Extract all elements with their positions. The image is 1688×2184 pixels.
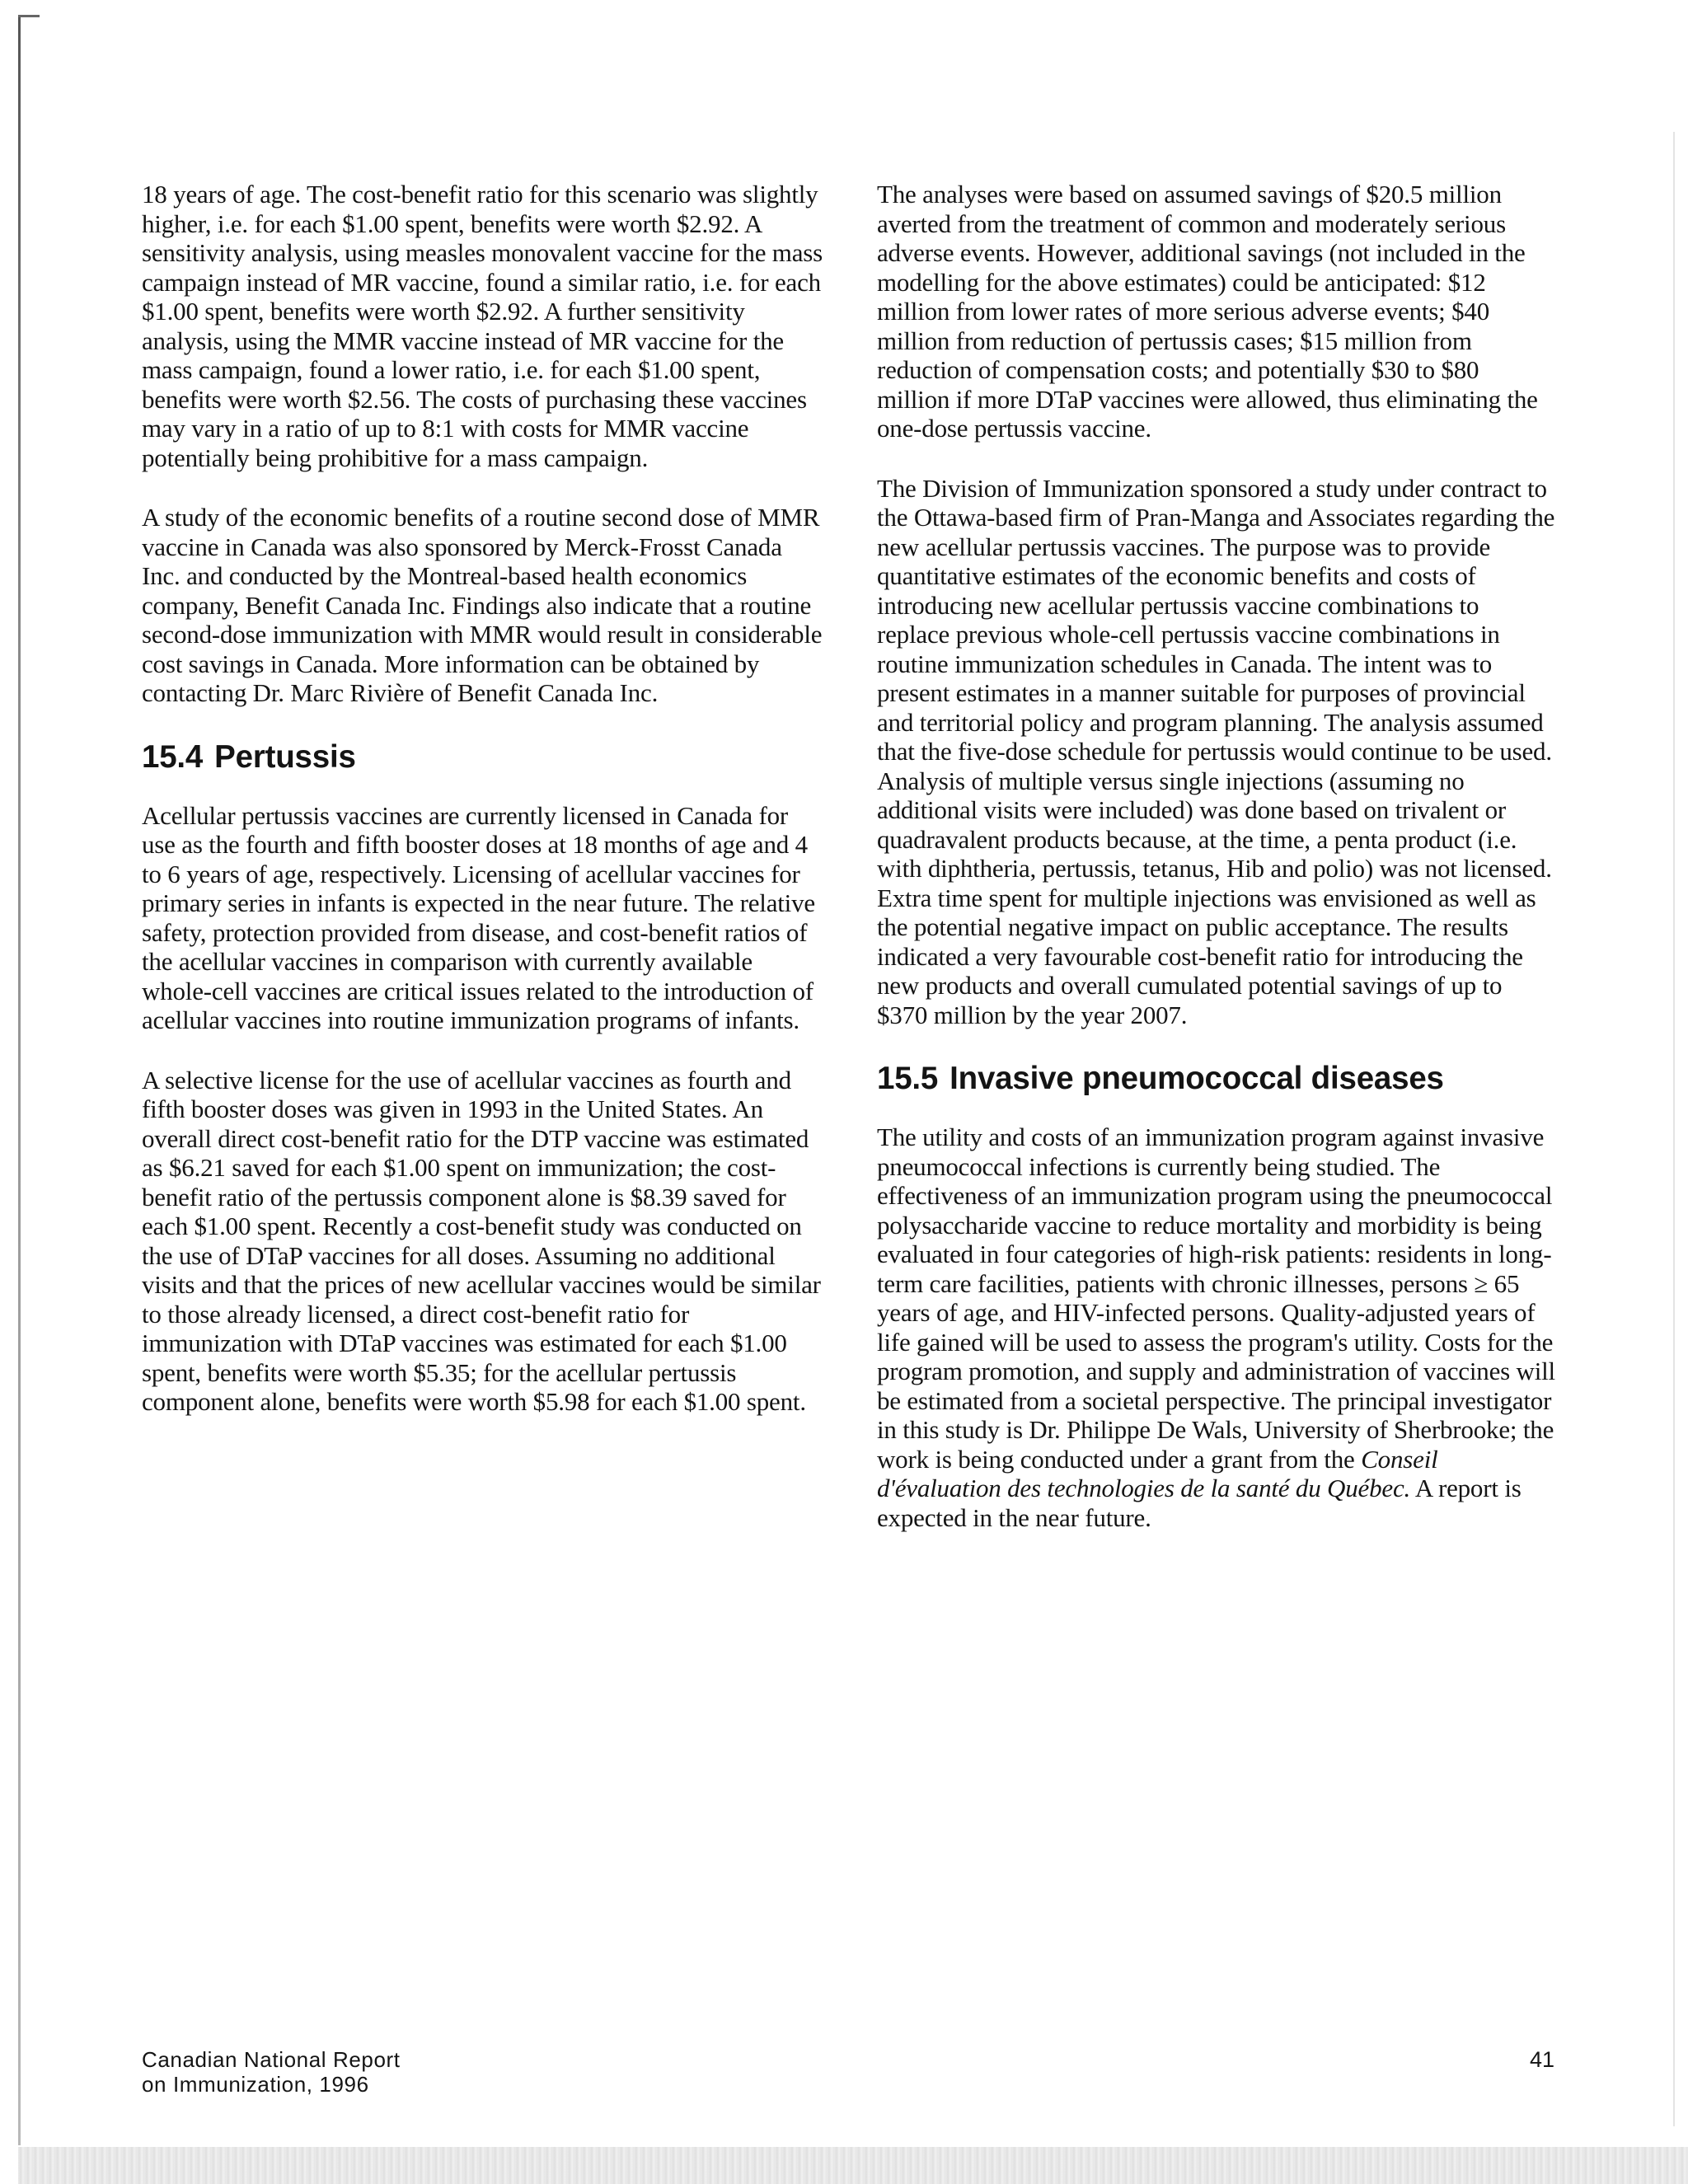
- paragraph-text: The utility and costs of an immunization program against invasive pneumococcal infections is currently being studied. The effectiveness of an immunization program using the pneumococcal polysaccharide vaccine to reduce mortality and morbidity is being evaluated in four categories of high-risk patients: residents in long-term care facilities, patients with chronic illnesses, persons ≥ 65 years of age, and HIV-infected persons. Quality-adjusted years of life gained will be used to assess the program's utility. Costs for the program promotion, and supply and administration of vaccines will be estimated from a societal perspective. The principal investigator in this study is Dr. Philippe De Wals, University of Sherbrooke; the work is being conducted under a grant from the: [877, 1122, 1555, 1474]
- paragraph-assumed-savings: The analyses were based on assumed savings of $20.5 million averted from the treatment of common and moderately serious adverse events. However, additional savings (not included in the modelling for the above estimates) could be anticipated: $12 million from lower rates of more serious adverse events; $40 million from reduction of pertussis cases; $15 million from reduction of compensation costs; and potentially $30 to $80 million if more DTaP vaccines were allowed, thus eliminating the one-dose pertussis vaccine.: [877, 180, 1538, 443]
- left-column: [142, 180, 824, 1447]
- section-heading-pertussis: [142, 738, 824, 776]
- footer-title-line-2: on Immunization, 1996: [142, 2072, 369, 2097]
- section-number: 15.5: [877, 1061, 939, 1096]
- paragraph-us-cost-benefit: A selective license for the use of acellular vaccines as fourth and fifth booster doses was given in 1993 in the United States. An overall direct cost-benefit ratio for the DTP vaccine was estimated as $6.21 saved for each $1.00 spent on immunization; the cost-benefit ratio of the pertussis component alone is $8.39 saved for each $1.00 spent. Recently a cost-benefit study was conducted on the use of DTaP vaccines for all doses. Assuming no additional visits and that the prices of new acellular vaccines would be similar to those already licensed, a direct cost-benefit ratio for immunization with DTaP vaccines was estimated for each $1.00 spent, benefits were worth $5.35; for the acellular pertussis component alone, benefits were worth $5.98 for each $1.00 spent.: [142, 1065, 821, 1416]
- scan-edge-left: [18, 15, 21, 2145]
- scan-edge-bottom: [18, 2147, 1688, 2184]
- scan-corner-mark: [18, 15, 40, 17]
- paragraph-cost-benefit-scenario: 18 years of age. The cost-benefit ratio for this scenario was slightly higher, i.e. for each $1.00 spent, benefits were worth $2.92. A sensitivity analysis, using measles monovalent vaccine for the mass campaign instead of MR vaccine, found a similar ratio, i.e. for each $1.00 spent, benefits were worth $2.92. A further sensitivity analysis, using the MMR vaccine instead of MR vaccine for the mass campaign, found a lower ratio, i.e. for each $1.00 spent, benefits were worth $2.56. The costs of purchasing these vaccines may vary in a ratio of up to 8:1 with costs for MMR vaccine potentially being prohibitive for a mass campaign.: [142, 180, 823, 472]
- page-number: 41: [1529, 2047, 1554, 2072]
- grant-organization-name: Conseil d'évaluation des technologies de la santé du Québec.: [877, 1444, 1438, 1502]
- paragraph-mmr-second-dose: A study of the economic benefits of a routine second dose of MMR vaccine in Canada was also sponsored by Merck-Frosst Canada Inc. and conducted by the Montreal-based health economics company, Benefit Canada Inc. Findings also indicate that a routine second-dose immunization with MMR would result in considerable cost savings in Canada. More information can be obtained by contacting Dr. Marc Rivière of Benefit Canada Inc.: [142, 503, 823, 707]
- right-column: [877, 180, 1556, 1563]
- paragraph-acellular-licensing: Acellular pertussis vaccines are currently licensed in Canada for use as the fourth and fifth booster doses at 18 months of age and 4 to 6 years of age, respectively. Licensing of acellular vaccines for primary series in infants is expected in the near future. The relative safety, protection provided from disease, and cost-benefit ratios of the acellular vaccines in comparison with currently available whole-cell vaccines are critical issues related to the introduction of acellular vaccines into routine immunization programs of infants.: [142, 800, 815, 1034]
- paragraph-pneumococcal-program: [877, 1122, 1556, 1532]
- footer-title-line-1: Canadian National Report: [142, 2047, 401, 2072]
- paragraph-division-study: The Division of Immunization sponsored a study under contract to the Ottawa-based firm of Pran-Manga and Associates regarding the new acellular pertussis vaccines. The purpose was to provide quantitative estimates of the economic benefits and costs of introducing new acellular pertussis vaccine combinations to replace previous whole-cell pertussis vaccine combinations in routine immunization schedules in Canada. The intent was to present estimates in a manner suitable for purposes of provincial and territorial policy and program planning. The analysis assumed that the five-dose schedule for pertussis would continue to be used. Analysis of multiple versus single injections (assuming no additional visits were included) was done based on trivalent or quadravalent products because, at the time, a penta product (i.e. with diphtheria, pertussis, tetanus, Hib and polio) was not licensed. Extra time spent for multiple injections was envisioned as well as the potential negative impact on public acceptance. The results indicated a very favourable cost-benefit ratio for introducing the new products and overall cumulated potential savings of up to $370 million by the year 2007.: [877, 473, 1555, 1029]
- section-title: Invasive pneumococcal diseases: [950, 1061, 1444, 1096]
- footer-report-title: [142, 2047, 521, 2097]
- section-heading-pneumococcal: [877, 1060, 1556, 1098]
- paragraph-text-end: A report is expected in the near future.: [877, 1474, 1522, 1532]
- scan-edge-right: [1673, 132, 1675, 2126]
- section-title: Pertussis: [214, 738, 356, 775]
- section-number: 15.4: [142, 738, 204, 775]
